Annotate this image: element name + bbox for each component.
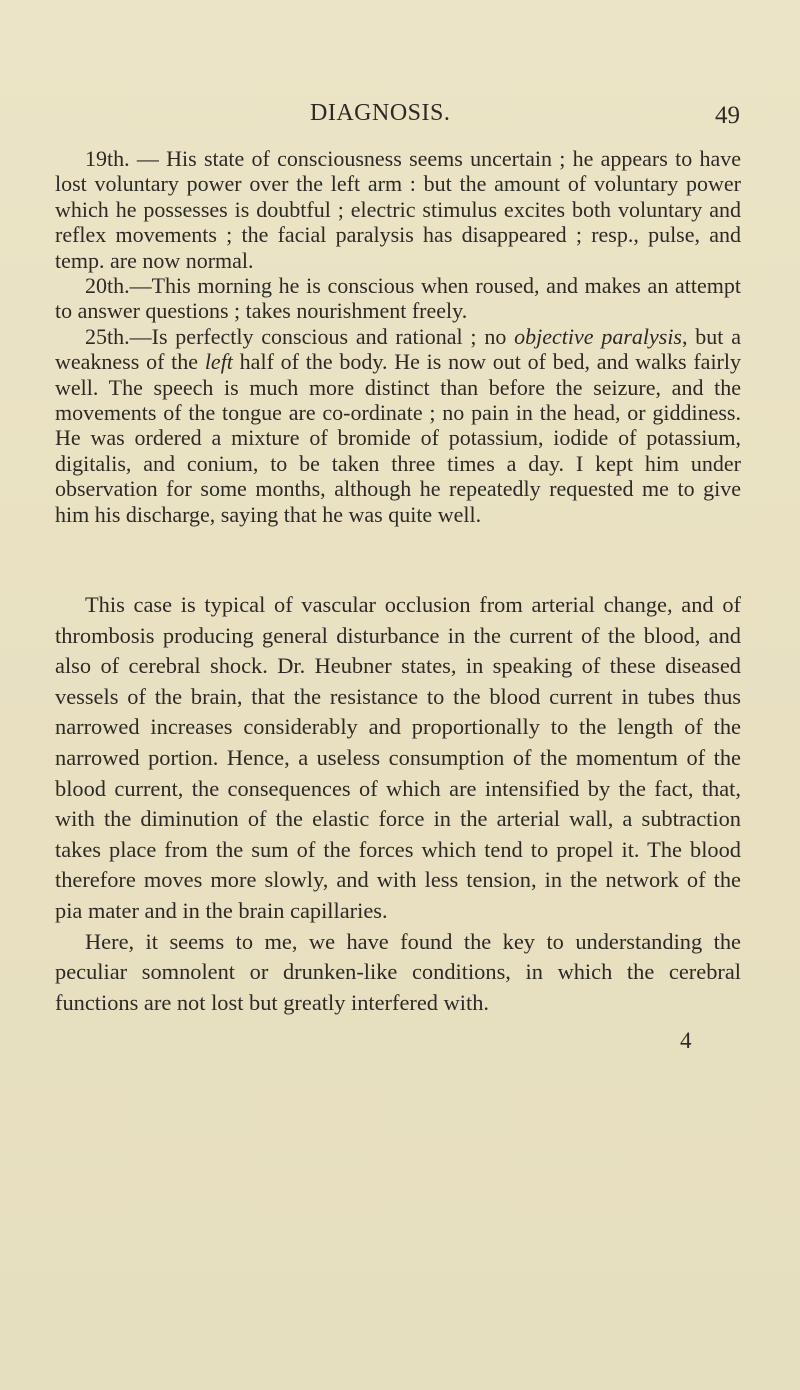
running-head	[0, 96, 800, 136]
note-20th: 20th.—This morning he is conscious when roused, and makes an attempt to answer questions ; takes nourishment freely.	[55, 273, 741, 324]
note-25th-part-2: , but a weakness of the	[55, 323, 741, 375]
case-notes	[55, 146, 741, 527]
note-25th-emphasis-2: left	[204, 349, 233, 375]
note-25th-part-1: 25th.—Is perfectly conscious and rational ; no	[85, 323, 515, 349]
page-number: 49	[715, 102, 740, 129]
note-25th-emphasis-1: objective paralysis	[514, 323, 682, 349]
discussion-paragraph: This case is typical of vascular occlusion from arterial change, and of thrombosis producing general disturbance in the current of the blood, and also of cerebral shock. Dr. Heubner states, in speaking of these diseased vessels of the brain, that the resistance to the blood current in tubes thus narrowed increases considerably and proportionally to the length of the narrowed portion. Hence, a useless consumption of the momentum of the blood current, the consequences of which are intensified by the fact, that, with the diminution of the elastic force in the arterial wall, a subtraction takes place from the sum of the forces which tend to propel it. The blood therefore moves more slowly, and with less tension, in the network of the pia mater and in the brain capillaries.	[55, 592, 741, 923]
running-title: DIAGNOSIS.	[310, 100, 451, 126]
discussion	[55, 590, 741, 1018]
signature-mark: 4	[680, 1028, 692, 1053]
discussion-paragraph: Here, it seems to me, we have found the key to understanding the peculiar somnolent or drunken-like conditions, in which the cerebral functions are not lost but greatly interfered with.	[55, 928, 741, 1015]
note-19th: 19th. — His state of consciousness seems uncertain ; he appears to have lost voluntary power over the left arm : but the amount of voluntary power which he possesses is doubtful ; electric stimulus excites both voluntary and reflex movements ; the facial paralysis has disappeared ; resp., pulse, and temp. are now normal.	[55, 146, 741, 273]
note-25th	[55, 324, 741, 527]
note-25th-part-3: half of the body. He is now out of bed, and walks fairly well. The speech is much more distinct than before the seizure, and the movements of the tongue are co-ordinate ; no pain in the head, or giddiness. He was ordered a mixture of bromide of potassium, iodide of potassium, digitalis, and conium, to be taken three times a day. I kept him under observation for some months, although he repeatedly requested me to give him his discharge, saying that he was quite well.	[55, 349, 741, 527]
